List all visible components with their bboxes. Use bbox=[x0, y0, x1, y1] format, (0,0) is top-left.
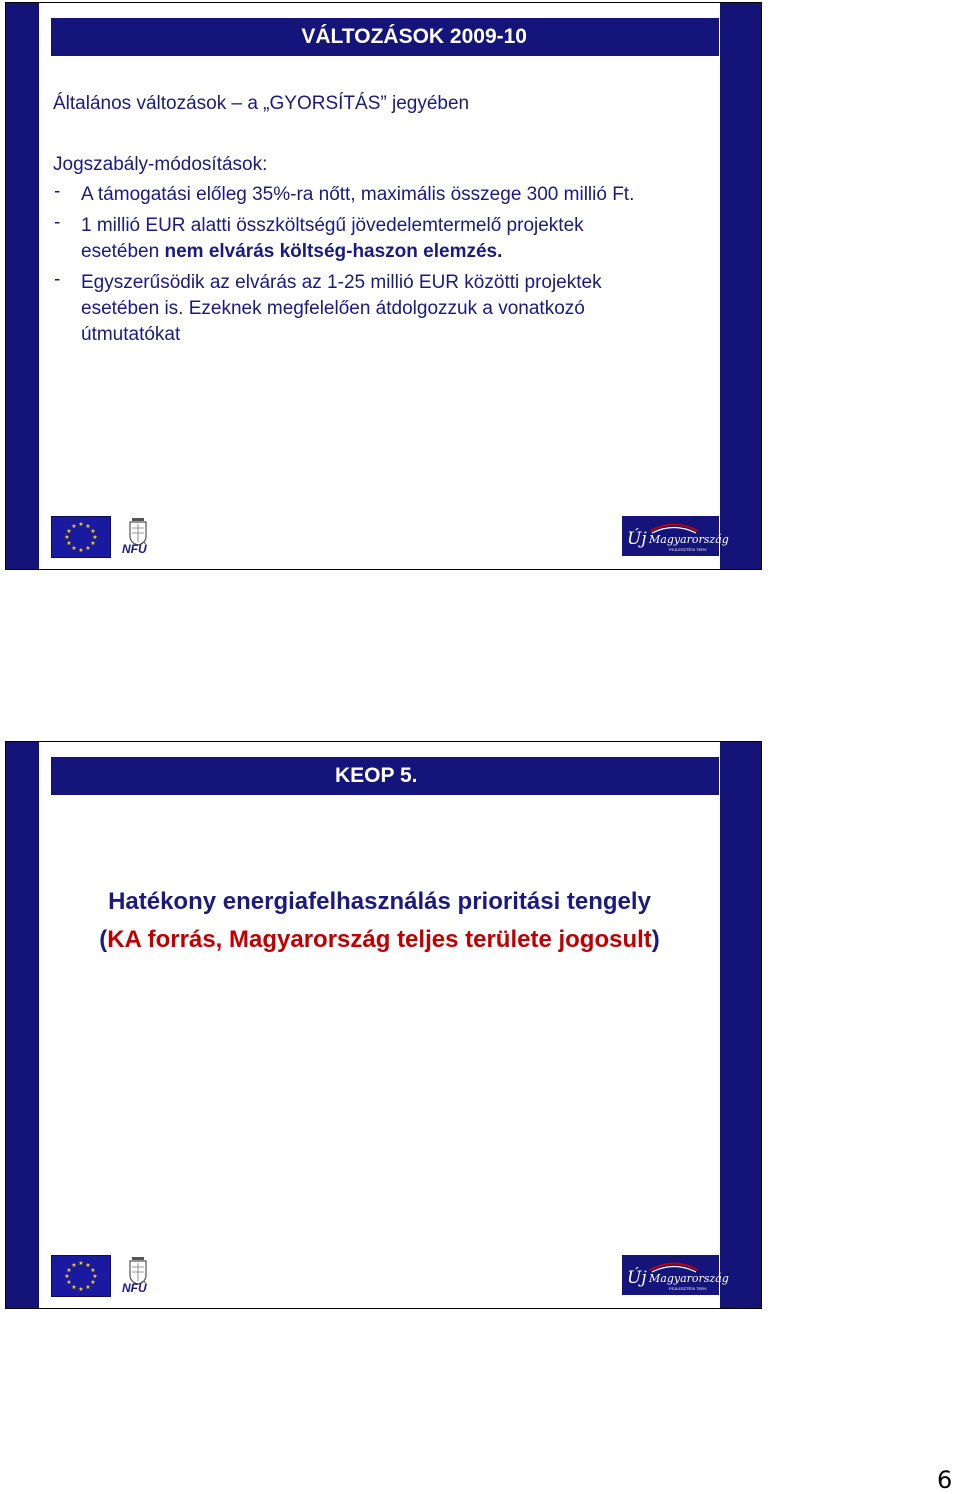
slide-title: KEOP 5. bbox=[335, 764, 418, 787]
svg-text:★: ★ bbox=[90, 540, 96, 547]
page-number: 6 bbox=[937, 1466, 953, 1494]
bullet-3-line-3: útmutatókat bbox=[81, 324, 181, 345]
svg-text:★: ★ bbox=[85, 1262, 91, 1269]
slide-1-content bbox=[39, 3, 729, 569]
svg-text:★: ★ bbox=[71, 1284, 77, 1291]
close-paren: ) bbox=[651, 926, 660, 953]
eu-stars-icon bbox=[52, 1256, 110, 1296]
funding-source-text: KA forrás, Magyarország teljes területe jogosult bbox=[107, 926, 652, 953]
bullet-3-line-2: esetében is. Ezeknek megfelelően átdolgozzuk a vonatkozó bbox=[81, 298, 585, 319]
slide-title-bar bbox=[51, 18, 719, 56]
magyarorszag-text: Magyarország bbox=[649, 1272, 729, 1285]
svg-text:★: ★ bbox=[90, 1279, 96, 1286]
open-paren: ( bbox=[99, 926, 108, 953]
svg-text:★: ★ bbox=[90, 1267, 96, 1274]
slide-subtitle: Általános változások – a „GYORSÍTÁS” jegyében bbox=[53, 93, 470, 114]
svg-text:★: ★ bbox=[66, 528, 72, 535]
slide-1 bbox=[5, 2, 762, 570]
svg-text:★: ★ bbox=[66, 540, 72, 547]
eu-stars-icon bbox=[52, 517, 110, 557]
slide-2-content bbox=[39, 742, 729, 1308]
bullet-2-bold-text: nem elvárás költség-haszon elemzés. bbox=[164, 241, 503, 262]
bullet-2-normal-text: esetében bbox=[81, 241, 165, 262]
svg-text:★: ★ bbox=[71, 523, 77, 530]
svg-text:★: ★ bbox=[92, 1273, 98, 1280]
svg-text:★: ★ bbox=[71, 545, 77, 552]
svg-text:★: ★ bbox=[85, 523, 91, 530]
bullet-2-line-1: 1 millió EUR alatti összköltségű jövedelemtermelő projektek bbox=[81, 215, 584, 236]
bullet-marker: - bbox=[54, 269, 61, 290]
uj-magyarorszag-logo bbox=[622, 1255, 729, 1295]
intro-text: Jogszabály-módosítások: bbox=[53, 154, 268, 175]
priority-axis-title: Hatékony energiafelhasználás prioritási tengely bbox=[108, 888, 651, 915]
svg-text:★: ★ bbox=[78, 521, 84, 528]
magyarorszag-text: Magyarország bbox=[649, 533, 729, 546]
svg-text:★: ★ bbox=[85, 1284, 91, 1291]
slide-title-bar bbox=[51, 757, 719, 795]
svg-text:★: ★ bbox=[90, 528, 96, 535]
uj-text: Új bbox=[627, 1268, 647, 1288]
bullet-3-line-1: Egyszerűsödik az elvárás az 1-25 millió EUR közötti projektek bbox=[81, 272, 602, 293]
nfu-label: NFÜ bbox=[122, 542, 147, 556]
eu-flag-logo bbox=[51, 516, 111, 558]
svg-text:★: ★ bbox=[78, 547, 84, 554]
svg-text:★: ★ bbox=[78, 1260, 84, 1267]
uj-magyarorszag-logo bbox=[622, 516, 729, 556]
bullet-2-line-2 bbox=[81, 238, 502, 265]
svg-text:★: ★ bbox=[71, 1262, 77, 1269]
slide-title: VÁLTOZÁSOK 2009-10 bbox=[301, 25, 527, 48]
svg-text:★: ★ bbox=[85, 545, 91, 552]
bullet-1-line-1: A támogatási előleg 35%-ra nőtt, maximális összege 300 millió Ft. bbox=[81, 184, 635, 205]
bullet-marker: - bbox=[54, 212, 61, 233]
nfu-logo bbox=[121, 1253, 155, 1295]
svg-text:★: ★ bbox=[64, 534, 70, 541]
slide-2 bbox=[5, 741, 762, 1309]
uj-text: Új bbox=[627, 529, 647, 549]
svg-text:★: ★ bbox=[78, 1286, 84, 1293]
svg-text:★: ★ bbox=[66, 1267, 72, 1274]
bullet-marker: - bbox=[54, 181, 61, 202]
svg-text:★: ★ bbox=[64, 1273, 70, 1280]
eu-flag-logo bbox=[51, 1255, 111, 1297]
fejlesztesi-terv-text: FEJLESZTÉSI TERV bbox=[669, 547, 707, 552]
svg-text:★: ★ bbox=[92, 534, 98, 541]
fejlesztesi-terv-text: FEJLESZTÉSI TERV bbox=[669, 1286, 707, 1291]
svg-text:★: ★ bbox=[66, 1279, 72, 1286]
nfu-logo bbox=[121, 514, 155, 556]
nfu-label: NFÜ bbox=[122, 1281, 147, 1295]
priority-axis-subtitle bbox=[39, 922, 720, 958]
